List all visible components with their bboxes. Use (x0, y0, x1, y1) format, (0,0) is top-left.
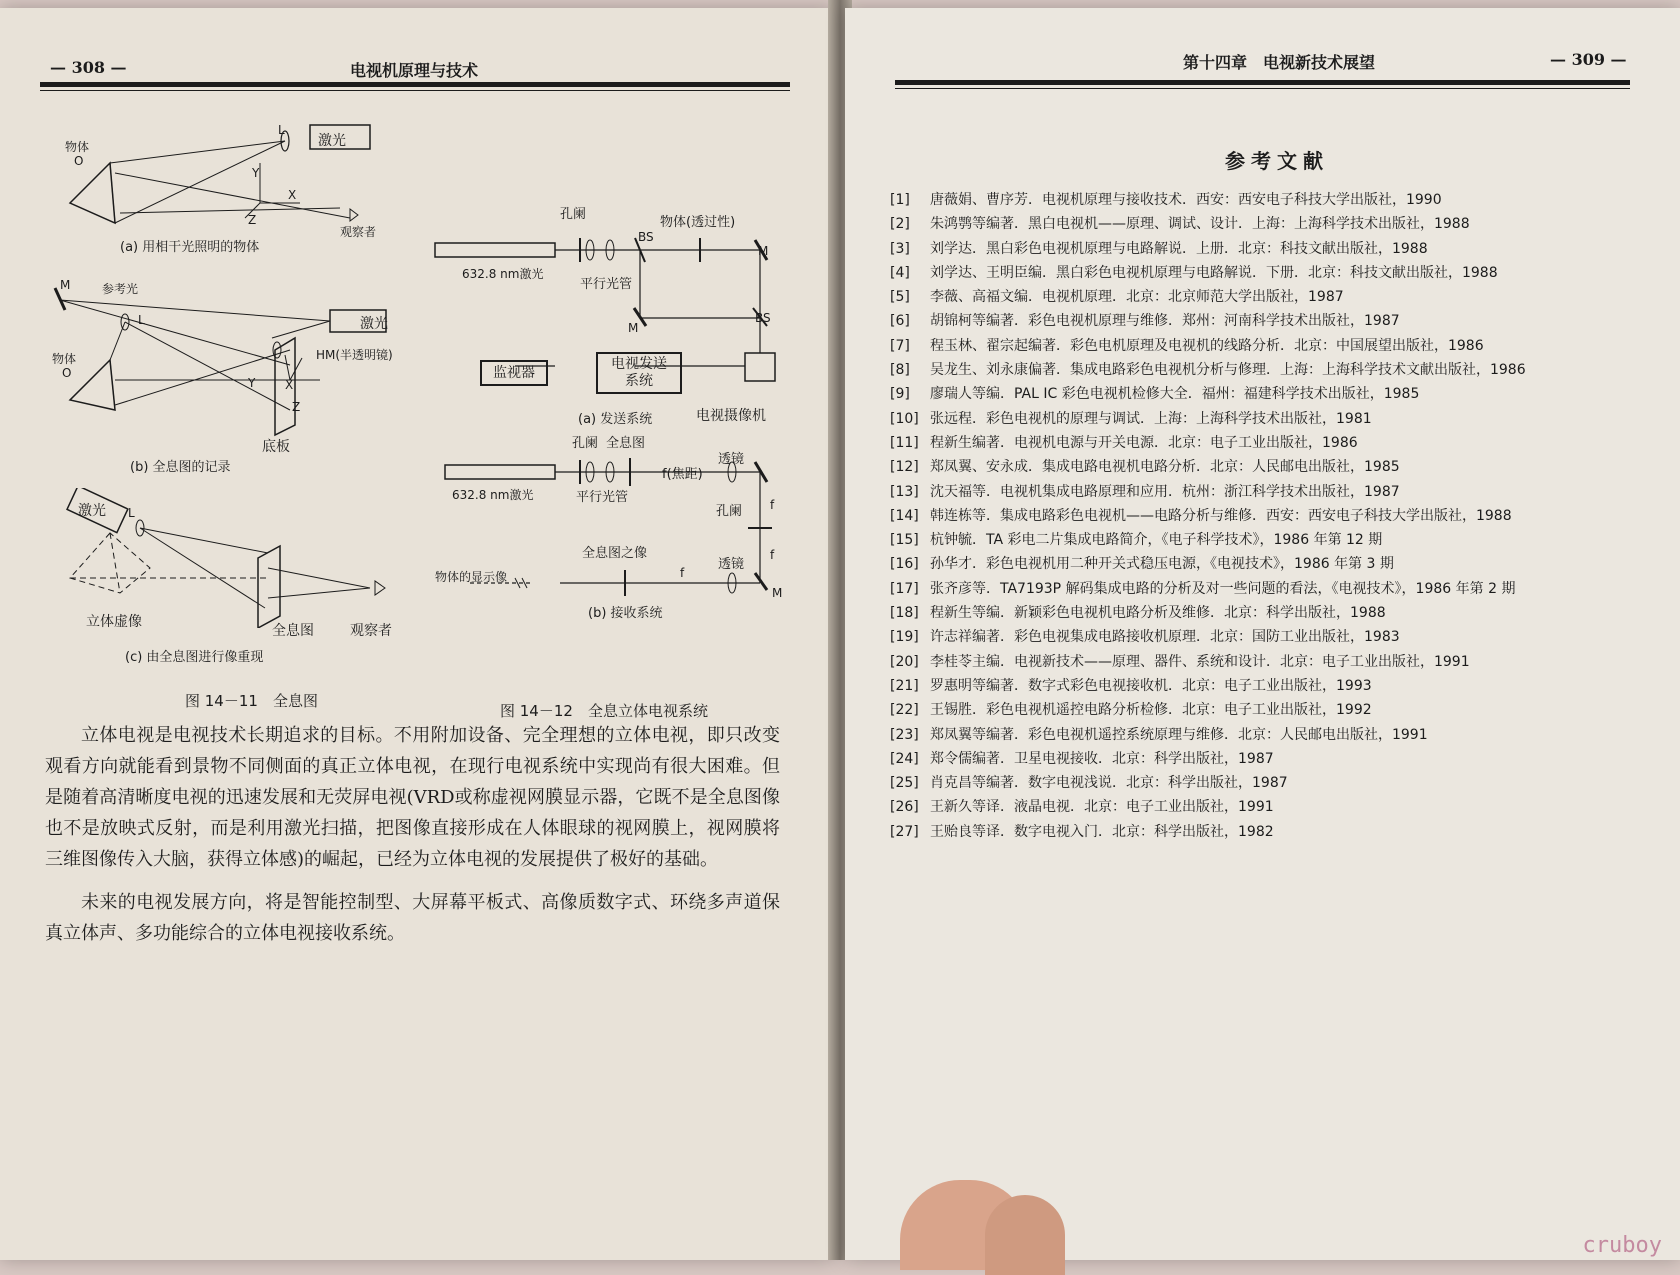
fig12b-f2-label: f (770, 548, 775, 562)
fig12b-collimator-label: 平行光管 (576, 490, 629, 505)
fig11c-observer-label: 观察者 (350, 623, 392, 639)
fig11c-caption: (c) 由全息图进行像重现 (125, 650, 264, 665)
reference-item (890, 237, 1610, 261)
reference-number: [20] (890, 653, 919, 670)
running-title-right: 第十四章 电视新技术展望 (1183, 53, 1376, 72)
fig11a-axis-z: Z (248, 213, 257, 227)
reference-number: [24] (890, 750, 919, 767)
reference-number: [18] (890, 605, 919, 622)
reference-number: [10] (890, 410, 919, 427)
reference-text: 张远程．彩色电视机的原理与调试．上海：上海科学技术出版社，1981 (930, 410, 1372, 427)
reference-text: 王贻良等译．数字电视入门．北京：科学出版社，1982 (930, 823, 1274, 840)
reference-item (890, 528, 1610, 552)
reference-item (890, 285, 1610, 309)
reference-item (890, 625, 1610, 649)
reference-text: 肖克昌等编著．数字电视浅说．北京：科学出版社，1987 (930, 775, 1288, 792)
reference-item (890, 212, 1610, 236)
header-rule-left-thin (40, 90, 790, 91)
fig12a-laser-label: 632.8 nm激光 (462, 267, 544, 281)
fig12a-m1-label: M (758, 244, 769, 258)
fig12b-display-image-label: 物体的显示像 (435, 570, 508, 584)
reference-number: [16] (890, 556, 919, 573)
reference-item (890, 747, 1610, 771)
reference-number: [14] (890, 507, 919, 524)
reference-text: 吴龙生、刘永康偏著．集成电路彩色电视机分析与修理．上海：上海科学技术文献出版社，1986 (930, 362, 1526, 379)
fig12a-bs2-label: BS (755, 311, 771, 325)
reference-text: 刘学达．黑白彩色电视机原理与电路解说．上册．北京：科技文献出版社，1988 (930, 240, 1428, 257)
reference-number: [3] (890, 240, 910, 257)
reference-item (890, 504, 1610, 528)
fig12b-laser-label: 632.8 nm激光 (452, 488, 534, 502)
header-rule-left (40, 82, 790, 87)
reference-text: 程新生编著．电视机电源与开关电源．北京：电子工业出版社，1986 (930, 434, 1358, 451)
fig11a-laser-label: 激光 (318, 133, 346, 149)
reference-item (890, 771, 1610, 795)
fig11b-object-sub: O (62, 366, 72, 380)
reference-number: [13] (890, 483, 919, 500)
fig11b-axis-z: Z (292, 400, 301, 414)
reference-text: 郑令儒编著．卫星电视接收．北京：科学出版社，1987 (930, 750, 1274, 767)
fig12b-caption: (b) 接收系统 (588, 606, 663, 621)
figure-11a-diagram (40, 103, 440, 243)
monitor-box: 监视器 (480, 360, 548, 386)
fig12a-camera-label: 电视摄像机 (696, 408, 766, 424)
header-rule-right (895, 80, 1630, 85)
fig11b-plate-label: 底板 (262, 439, 290, 455)
reference-item (890, 431, 1610, 455)
reference-number: [26] (890, 799, 919, 816)
fig11c-laser-label: 激光 (78, 503, 106, 519)
reference-text: 罗惠明等编著．数字式彩色电视接收机．北京：电子工业出版社，1993 (930, 677, 1372, 694)
fig12a-caption: (a) 发送系统 (578, 412, 653, 427)
reference-text: 孙华才．彩色电视机用二种开关式稳压电源，《电视技术》，1986 年第 3 期 (930, 556, 1394, 573)
reference-number: [17] (890, 580, 919, 597)
fig11b-laser-label: 激光 (360, 316, 388, 332)
reference-number: [21] (890, 677, 919, 694)
reference-item (890, 723, 1610, 747)
reference-item (890, 480, 1610, 504)
fig12b-m-label: M (772, 586, 783, 600)
fig11b-lens-label: L (138, 313, 145, 327)
fig11a-caption: (a) 用相干光照明的物体 (120, 240, 260, 255)
paragraph-1: 立体电视是电视技术长期追求的目标。不用附加设备、完全理想的立体电视，即只改变观看方向就能看到景物不同侧面的真正立体电视，在现行电视系统中实现尚有很大困难。但是随着高清晰度电视的迅速发展和无荧屏电视(VRD或称虚视网膜显示器，它既不是全息图像也不是放映式反射，而是利用激光扫描，把图像直接形成在人体眼球的视网膜上，视网膜将三维图像传入大脑，获得立体感)的崛起，已经为立体电视的发展提供了极好的基础。 (45, 725, 780, 870)
fig11b-m-label: M (60, 278, 71, 292)
reference-item (890, 188, 1610, 212)
reference-text: 许志祥编著．彩色电视集成电路接收机原理．北京：国防工业出版社，1983 (930, 629, 1400, 646)
fig12b-aperture2-label: 孔阑 (716, 504, 743, 519)
fig11a-axis-y: Y (252, 166, 260, 180)
reference-text: 李薇、高福文编．电视机原理．北京：北京师范大学出版社，1987 (930, 289, 1344, 306)
reference-item (890, 552, 1610, 576)
fig12b-hologram-label: 全息图 (606, 436, 646, 451)
paragraph-2: 未来的电视发展方向，将是智能控制型、大屏幕平板式、高像质数字式、环绕多声道保真立体声、多功能综合的立体电视接收系统。 (45, 892, 780, 944)
running-title-left: 电视机原理与技术 (350, 61, 479, 80)
tv-transmit-line1: 电视发送 (611, 356, 667, 372)
reference-text: 郑凤翼、安永成．集成电路电视机电路分析．北京：人民邮电出版社，1985 (930, 459, 1400, 476)
page-number-left: — 308 — (50, 58, 127, 77)
fig12-title: 图 14－12 全息立体电视系统 (500, 702, 708, 720)
tv-transmit-box (596, 352, 682, 394)
fig12b-lens1-label: 透镜 (718, 452, 745, 467)
reference-number: [23] (890, 726, 919, 743)
reference-item (890, 795, 1610, 819)
reference-text: 唐薇娟、曹序芳．电视机原理与接收技术．西安：西安电子科技大学出版社，1990 (930, 192, 1442, 208)
fig12b-aperture-label: 孔阑 (572, 436, 599, 451)
reference-number: [22] (890, 702, 919, 719)
reference-item (890, 577, 1610, 601)
reference-text: 朱鸿鹗等编著．黑白电视机——原理、调试、设计．上海：上海科学技术出版社，1988 (930, 216, 1470, 233)
reference-item (890, 407, 1610, 431)
fig11b-axis-x: X (285, 378, 294, 392)
fig11b-hm-label: HM(半透明镜) (316, 348, 393, 362)
fig11a-observer-label: 观察者 (340, 225, 377, 239)
reference-item (890, 650, 1610, 674)
reference-text: 杭钟毓．TA 彩电二片集成电路简介，《电子科学技术》，1986 年第 12 期 (930, 532, 1383, 549)
reference-number: [11] (890, 434, 919, 451)
reference-text: 程新生等编．新颖彩色电视机电路分析及维修．北京：科学出版社，1988 (930, 605, 1386, 622)
fig12b-f3-label: f (680, 566, 685, 580)
fig12a-collimator-label: 平行光管 (580, 277, 633, 292)
fig12a-aperture-label: 孔阑 (560, 207, 587, 222)
reference-number: [1] (890, 192, 910, 208)
reference-number: [9] (890, 386, 910, 403)
fig11b-caption: (b) 全息图的记录 (130, 460, 231, 475)
reference-item (890, 820, 1610, 844)
fig12a-m2-label: M (628, 321, 639, 335)
reference-item (890, 358, 1610, 382)
tv-transmit-line2: 系统 (625, 373, 653, 389)
reference-item (890, 261, 1610, 285)
reference-number: [19] (890, 629, 919, 646)
header-rule-right-thin (895, 88, 1630, 89)
fig11c-hologram-label: 全息图 (272, 623, 314, 639)
reference-item (890, 455, 1610, 479)
fig11a-object-sub: O (74, 154, 84, 168)
fig12b-focal-label: f(焦距) (662, 467, 703, 482)
fig11c-lens-label: L (128, 506, 135, 520)
reference-text: 李桂苓主编．电视新技术——原理、器件、系统和设计．北京：电子工业出版社，1991 (930, 653, 1470, 670)
reference-text: 王锡胜．彩色电视机遥控电路分析检修．北京：电子工业出版社，1992 (930, 702, 1372, 719)
reference-text: 沈天福等．电视机集成电路原理和应用．杭州：浙江科学技术出版社，1987 (930, 483, 1400, 500)
reference-number: [4] (890, 264, 910, 281)
fig11a-lens-label: L (278, 123, 285, 137)
reference-number: [2] (890, 216, 910, 233)
reference-number: [7] (890, 337, 910, 354)
reference-text: 张齐彦等．TA7193P 解码集成电路的分析及对一些问题的看法，《电视技术》，1986 年第 2 期 (930, 580, 1516, 597)
reference-item (890, 601, 1610, 625)
fig11b-ref-light-label: 参考光 (102, 282, 139, 296)
fig11-title: 图 14－11 全息图 (185, 692, 318, 710)
reference-text: 王新久等译．液晶电视．北京：电子工业出版社，1991 (930, 799, 1274, 816)
reference-number: [25] (890, 775, 919, 792)
reference-number: [6] (890, 313, 910, 330)
body-text (45, 720, 780, 949)
reference-number: [8] (890, 362, 910, 379)
reference-item (890, 334, 1610, 358)
reference-text: 程玉林、翟宗起编著．彩色电机原理及电视机的线路分析．北京：中国展望出版社，1986 (930, 337, 1484, 354)
references-title: 参考文献 (1225, 149, 1329, 173)
reference-number: [12] (890, 459, 919, 476)
fig12b-f1-label: f (770, 498, 775, 512)
reference-number: [27] (890, 823, 919, 840)
reference-text: 廖瑞人等编．PAL IC 彩色电视机检修大全．福州：福建科学技术出版社，1985 (930, 386, 1420, 403)
reference-number: [5] (890, 289, 910, 306)
reference-number: [15] (890, 532, 919, 549)
fig11a-object-label: 物体 (65, 140, 90, 154)
reference-item (890, 309, 1610, 333)
reference-list (890, 188, 1610, 844)
reference-text: 胡锦柯等编著．彩色电视机原理与维修．郑州：河南科学技术出版社，1987 (930, 313, 1400, 330)
finger (985, 1195, 1065, 1275)
fig12a-object-label: 物体(透过性) (660, 215, 736, 230)
fig11a-axis-x: X (288, 188, 297, 202)
fig11b-object-label: 物体 (52, 352, 77, 366)
fig12a-bs1-label: BS (638, 230, 654, 244)
fig11b-axis-y: Y (248, 376, 256, 390)
page-number-right: — 309 — (1550, 50, 1627, 69)
reference-item (890, 698, 1610, 722)
fig11c-virtual-image-label: 立体虚像 (86, 614, 142, 630)
left-page (0, 8, 835, 1260)
reference-text: 郑凤翼等编著．彩色电视机遥控系统原理与维修．北京：人民邮电出版社，1991 (930, 726, 1428, 743)
fig12b-lens2-label: 透镜 (718, 557, 745, 572)
fig12b-holo-image-label: 全息图之像 (582, 546, 648, 561)
reference-text: 刘学达、王明臣编．黑白彩色电视机原理与电路解说．下册．北京：科技文献出版社，1988 (930, 264, 1498, 281)
watermark: cruboy (1582, 1233, 1662, 1258)
reference-item (890, 382, 1610, 406)
reference-item (890, 674, 1610, 698)
reference-text: 韩连栋等．集成电路彩色电视机——电路分析与维修．西安：西安电子科技大学出版社，1988 (930, 507, 1512, 524)
